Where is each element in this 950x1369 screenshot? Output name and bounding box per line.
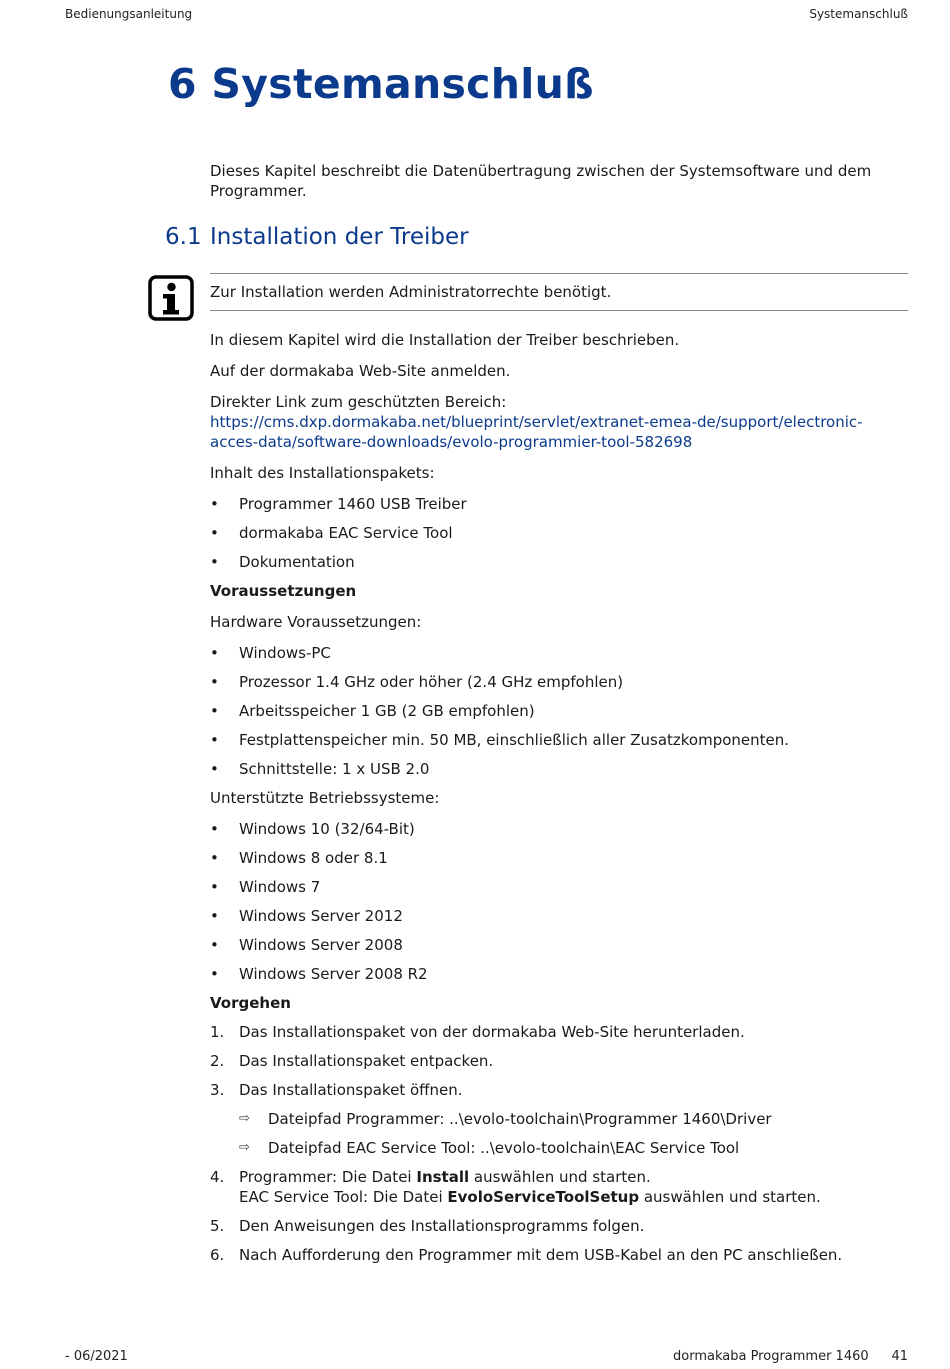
- step-text: Das Installationspaket von der dormakaba Web-Site herunterladen.: [239, 1023, 745, 1041]
- step-item: [210, 1080, 908, 1158]
- step-text: Nach Aufforderung den Programmer mit dem USB-Kabel an den PC anschließen.: [239, 1246, 843, 1264]
- list-item: • Windows 7: [210, 877, 908, 897]
- download-link[interactable]: https://cms.dxp.dormakaba.net/blueprint/servlet/extranet-emea-de/support/electronic-acces-data/software-downloads/evolo-programmier-tool-582698: [210, 413, 863, 451]
- running-header-left: Bedienungsanleitung: [65, 7, 193, 21]
- step-number: 5.: [210, 1217, 225, 1235]
- step-item: [210, 1051, 908, 1071]
- step-text-part: auswählen und starten.: [639, 1188, 821, 1206]
- step-text: Den Anweisungen des Installationsprogramms folgen.: [239, 1217, 645, 1235]
- list-item: • Windows Server 2012: [210, 906, 908, 926]
- list-item: • Prozessor 1.4 GHz oder höher (2.4 GHz empfohlen): [210, 672, 908, 692]
- step-item: [210, 1167, 908, 1207]
- list-item: • Festplattenspeicher min. 50 MB, einschließlich aller Zusatzkomponenten.: [210, 730, 908, 750]
- step-text: Das Installationspaket entpacken.: [239, 1052, 494, 1070]
- arrow-right-icon: ⇨: [239, 1111, 250, 1126]
- section-number: 6.1: [165, 224, 202, 250]
- footer-date: - 06/2021: [65, 1349, 128, 1364]
- package-heading: Inhalt des Installationspakets:: [210, 464, 435, 482]
- paragraph-direct-link: [210, 392, 908, 452]
- link-prefix: Direkter Link zum geschützten Bereich:: [210, 393, 507, 411]
- os-heading: Unterstützte Betriebssysteme:: [210, 789, 440, 807]
- list-item: • Schnittstelle: 1 x USB 2.0: [210, 759, 908, 779]
- result-text: Dateipfad EAC Service Tool: ..\evolo-toolchain\EAC Service Tool: [268, 1139, 740, 1157]
- paragraph-intro: In diesem Kapitel wird die Installation der Treiber beschrieben.: [210, 331, 680, 349]
- os-list: [210, 819, 908, 984]
- info-note-text: Zur Installation werden Administratorrechte benötigt.: [210, 283, 612, 301]
- list-item: • Windows 8 oder 8.1: [210, 848, 908, 868]
- chapter-intro: Dieses Kapitel beschreibt die Datenübertragung zwischen der Systemsoftware und dem Programmer.: [210, 162, 872, 200]
- running-header-right: Systemanschluß: [809, 7, 908, 21]
- step-text-programmer: [239, 1168, 651, 1186]
- chapter-title: 6 Systemanschluß: [168, 60, 594, 108]
- list-item: • Dokumentation: [210, 552, 908, 572]
- footer-product: dormakaba Programmer 1460: [673, 1349, 869, 1364]
- step-results: [239, 1109, 908, 1158]
- file-name-install: Install: [416, 1168, 470, 1186]
- step-item: [210, 1022, 908, 1042]
- result-text: Dateipfad Programmer: ..\evolo-toolchain\Programmer 1460\Driver: [268, 1110, 772, 1128]
- list-item: • Windows Server 2008 R2: [210, 964, 908, 984]
- step-text: Das Installationspaket öffnen.: [239, 1081, 463, 1099]
- result-item: [239, 1138, 908, 1158]
- step-number: 6.: [210, 1246, 225, 1264]
- paragraph-login: Auf der dormakaba Web-Site anmelden.: [210, 362, 511, 380]
- list-item: • Arbeitsspeicher 1 GB (2 GB empfohlen): [210, 701, 908, 721]
- list-item: • Programmer 1460 USB Treiber: [210, 494, 908, 514]
- page-number: 41: [891, 1349, 908, 1364]
- hardware-heading: Hardware Voraussetzungen:: [210, 613, 422, 631]
- result-item: [239, 1109, 908, 1129]
- step-number: 2.: [210, 1052, 225, 1070]
- package-list: [210, 494, 908, 572]
- step-number: 1.: [210, 1023, 225, 1041]
- step-number: 3.: [210, 1081, 225, 1099]
- procedure-steps: [210, 1022, 908, 1265]
- step-item: [210, 1216, 908, 1236]
- info-icon: [148, 275, 194, 321]
- hardware-list: [210, 643, 908, 779]
- info-note: [210, 273, 908, 311]
- list-item: • dormakaba EAC Service Tool: [210, 523, 908, 543]
- arrow-right-icon: ⇨: [239, 1140, 250, 1155]
- list-item: • Windows 10 (32/64-Bit): [210, 819, 908, 839]
- step-text-part: EAC Service Tool: Die Datei: [239, 1188, 448, 1206]
- step-item: [210, 1245, 908, 1265]
- section-heading: [165, 224, 469, 250]
- file-name-setup: EvoloServiceToolSetup: [447, 1188, 640, 1206]
- procedure-heading: Vorgehen: [210, 994, 291, 1012]
- requirements-heading: Voraussetzungen: [210, 582, 357, 600]
- step-number: 4.: [210, 1168, 225, 1186]
- list-item: • Windows-PC: [210, 643, 908, 663]
- step-text-service-tool: [239, 1188, 821, 1206]
- step-text-part: auswählen und starten.: [469, 1168, 651, 1186]
- list-item: • Windows Server 2008: [210, 935, 908, 955]
- main-content: [210, 330, 908, 1274]
- step-text-part: Programmer: Die Datei: [239, 1168, 417, 1186]
- section-title: Installation der Treiber: [210, 224, 469, 250]
